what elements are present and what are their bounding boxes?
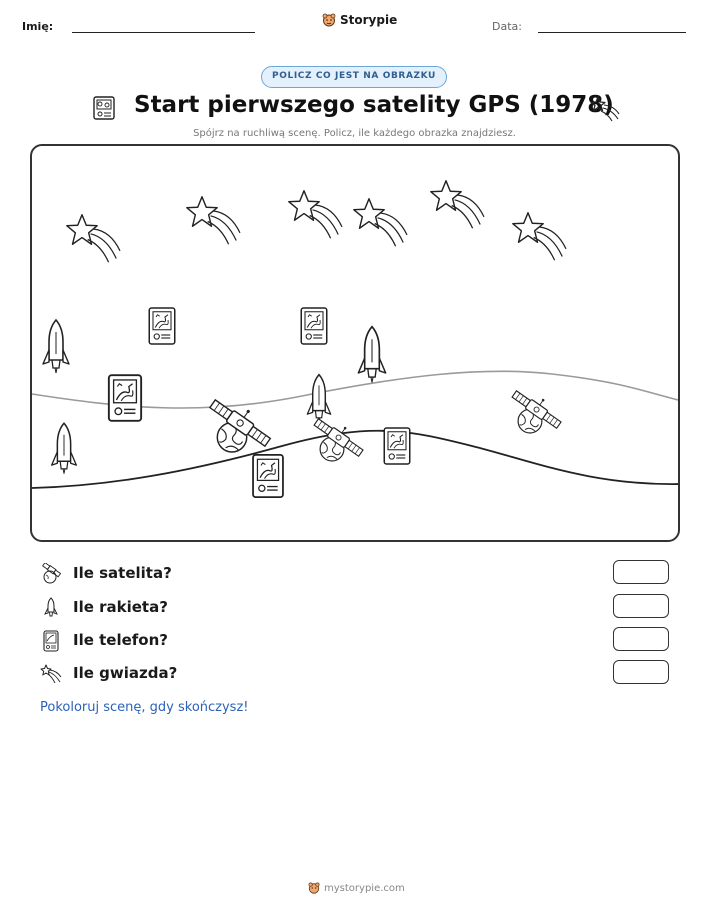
site-url: mystorypie.com xyxy=(324,882,405,894)
rocket-figure xyxy=(43,320,69,373)
question-satellite xyxy=(40,562,670,586)
satellite-figure xyxy=(209,391,277,452)
star-figure xyxy=(67,215,120,262)
brand-logo xyxy=(322,13,397,27)
brand-name: Storypie xyxy=(340,13,398,27)
brand-mascot-icon xyxy=(308,882,320,894)
phone-figure xyxy=(109,375,141,421)
phone-figure xyxy=(384,428,410,464)
star-figure xyxy=(513,213,566,260)
site-footer xyxy=(308,882,405,894)
star-icon xyxy=(40,663,62,685)
name-label: Imię: xyxy=(22,20,54,33)
question-label: Ile gwiazda? xyxy=(73,664,178,682)
star-figure xyxy=(289,191,342,239)
page-title: Start pierwszego satelity GPS (1978) xyxy=(134,92,614,118)
question-rocket xyxy=(40,596,670,620)
name-line[interactable] xyxy=(72,32,255,33)
counting-scene xyxy=(30,144,680,542)
title-row xyxy=(0,92,709,124)
question-star xyxy=(40,662,670,686)
star-figure xyxy=(187,197,240,245)
phone-figure xyxy=(253,455,283,497)
answer-box[interactable] xyxy=(613,560,669,584)
brand-mascot-icon xyxy=(322,13,336,27)
question-label: Ile telefon? xyxy=(73,631,168,649)
rocket-figure xyxy=(52,423,77,473)
phone-map-icon xyxy=(90,95,118,121)
date-label: Data: xyxy=(492,20,522,33)
scene-canvas xyxy=(32,146,680,542)
star-figure xyxy=(354,199,407,247)
question-phone xyxy=(40,629,670,653)
question-label: Ile satelita? xyxy=(73,564,172,582)
phone-figure xyxy=(149,308,175,344)
hill-line-front xyxy=(32,431,680,488)
star-figure xyxy=(431,181,484,229)
shooting-star-icon xyxy=(590,94,620,122)
answer-box[interactable] xyxy=(613,594,669,618)
coloring-note: Pokoloruj scenę, gdy skończysz! xyxy=(40,700,249,715)
phone-icon xyxy=(40,630,62,652)
rocket-icon xyxy=(40,597,62,619)
date-line[interactable] xyxy=(538,32,686,33)
question-label: Ile rakieta? xyxy=(73,598,168,616)
page-subtitle: Spójrz na ruchliwą scenę. Policz, ile każdego obrazka znajdziesz. xyxy=(193,128,516,139)
rocket-figure xyxy=(307,375,330,423)
answer-box[interactable] xyxy=(613,660,669,684)
satellite-icon xyxy=(40,563,62,585)
rocket-figure xyxy=(358,327,385,383)
answer-box[interactable] xyxy=(613,627,669,651)
instruction-badge: POLICZ CO JEST NA OBRAZKU xyxy=(261,66,447,88)
satellite-figure xyxy=(511,384,566,433)
phone-figure xyxy=(301,308,327,344)
